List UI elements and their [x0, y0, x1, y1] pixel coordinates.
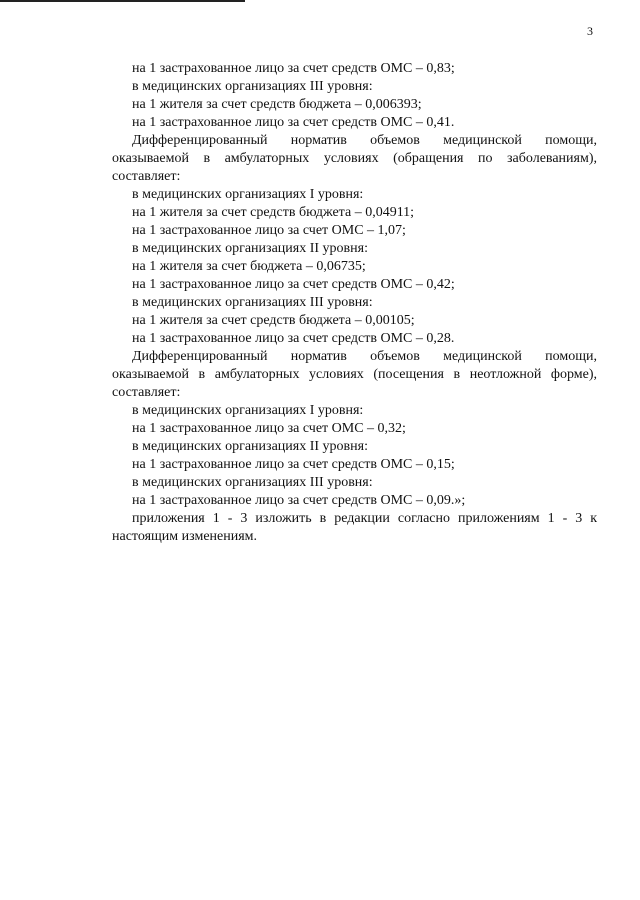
text-line: на 1 застрахованное лицо за счет средств ОМС – 0,09.»; [132, 493, 466, 508]
text-line: на 1 жителя за счет бюджета – 0,06735; [132, 259, 366, 274]
document-body [112, 60, 597, 546]
text-line: на 1 жителя за счет средств бюджета – 0,04911; [132, 205, 415, 220]
paragraph: приложения 1 - 3 изложить в редакции согласно приложениям 1 - 3 к настоящим изменениям. [112, 511, 597, 544]
text-line: на 1 жителя за счет средств бюджета – 0,00105; [132, 313, 415, 328]
text-line: в медицинских организациях III уровня: [132, 295, 373, 310]
paragraph: Дифференцированный норматив объемов медицинской помощи, оказываемой в амбулаторных условиях (обращения по заболеваниям), составляет: [112, 133, 597, 184]
top-rule [0, 0, 245, 2]
text-line: на 1 застрахованное лицо за счет средств ОМС – 0,41. [132, 115, 455, 130]
text-line: в медицинских организациях I уровня: [132, 187, 364, 202]
text-line: на 1 застрахованное лицо за счет средств ОМС – 0,28. [132, 331, 455, 346]
text-line: на 1 застрахованное лицо за счет средств ОМС – 0,83; [132, 61, 455, 76]
text-line: на 1 застрахованное лицо за счет средств ОМС – 0,42; [132, 277, 455, 292]
paragraph: Дифференцированный норматив объемов медицинской помощи, оказываемой в амбулаторных условиях (посещения в неотложной форме), составляет: [112, 349, 597, 400]
text-line: в медицинских организациях III уровня: [132, 79, 373, 94]
text-line: в медицинских организациях II уровня: [132, 439, 368, 454]
text-line: в медицинских организациях II уровня: [132, 241, 368, 256]
text-line: на 1 жителя за счет средств бюджета – 0,006393; [132, 97, 422, 112]
page-number: 3 [587, 24, 593, 38]
text-line: в медицинских организациях I уровня: [132, 403, 364, 418]
text-line: на 1 застрахованное лицо за счет ОМС – 1,07; [132, 223, 406, 238]
text-line: в медицинских организациях III уровня: [132, 475, 373, 490]
text-line: на 1 застрахованное лицо за счет средств ОМС – 0,15; [132, 457, 455, 472]
text-line: на 1 застрахованное лицо за счет ОМС – 0,32; [132, 421, 406, 436]
